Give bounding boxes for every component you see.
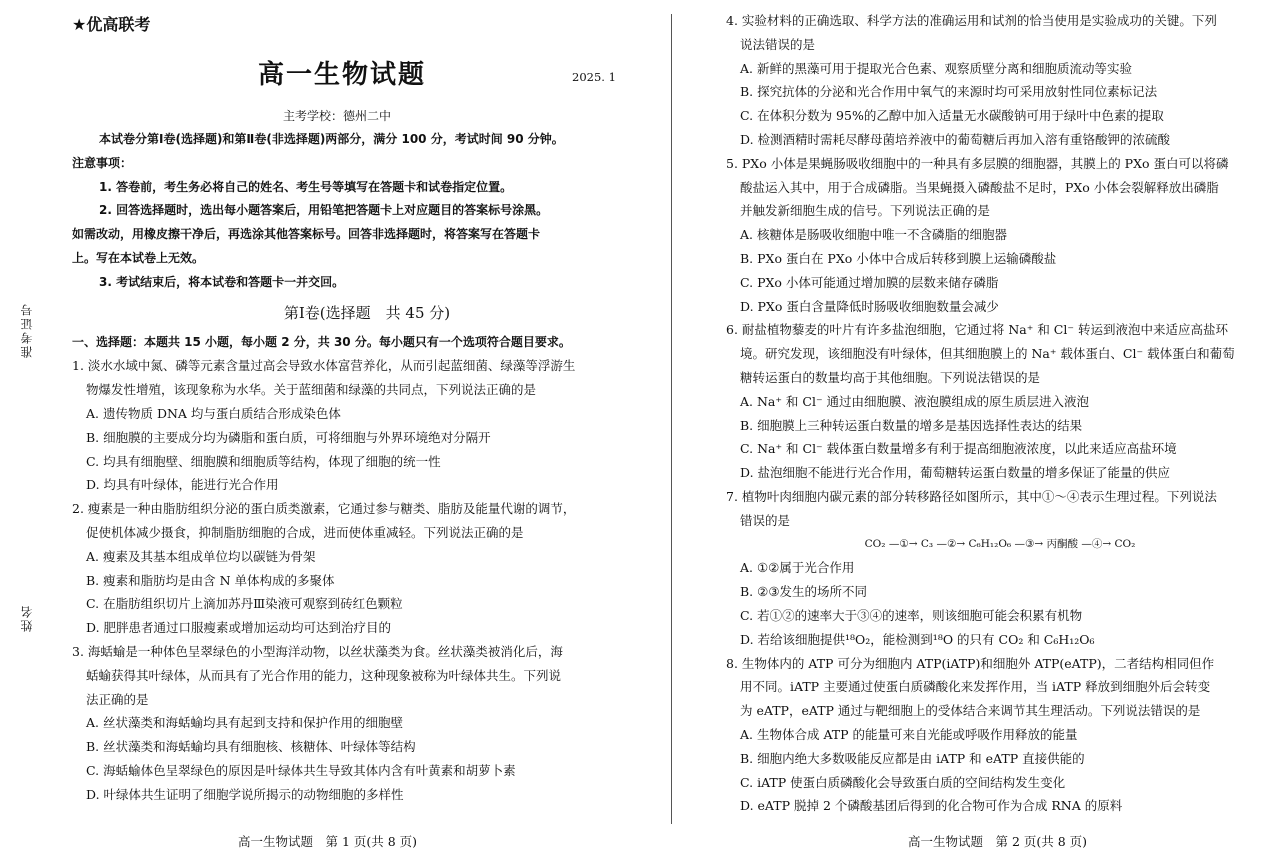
question-stem: 糖转运蛋白的数量均高于其他细胞。下列说法错误的是	[740, 369, 1041, 385]
option-d: D. 盐泡细胞不能进行光合作用，葡萄糖转运蛋白数量的增多保证了能量的供应	[740, 465, 1171, 481]
question-8	[726, 652, 1274, 819]
question-stem: 说法错误的是	[740, 36, 816, 52]
option-a: A. 遗传物质 DNA 均与蛋白质结合形成染色体	[86, 405, 341, 421]
option-b: B. 探究抗体的分泌和光合作用中氧气的来源时均可采用放射性同位素标记法	[740, 84, 1158, 100]
footer-page-2: 高一生物试题 第 2 页(共 8 页)	[908, 834, 1088, 849]
question-6	[726, 318, 1274, 485]
option-b: B. ②③发生的场所不同	[740, 584, 868, 600]
option-b: B. 细胞膜上三种转运蛋白数量的增多是基因选择性表达的结果	[740, 417, 1083, 433]
option-d: D. 叶绿体共生证明了细胞学说所揭示的动物细胞的多样性	[86, 786, 404, 802]
notice-line: 上。写在本试卷上无效。	[72, 250, 205, 265]
option-c: C. 在脂肪组织切片上滴加苏丹Ⅲ染液可观察到砖红色颗粒	[86, 596, 403, 612]
option-b: B. 瘦素和脂肪均是由含 N 单体构成的多聚体	[86, 572, 335, 588]
name-label: 姓名	[20, 604, 34, 632]
question-stem: 法正确的是	[86, 691, 149, 707]
option-d: D. eATP 脱掉 2 个磷酸基团后得到的化合物可作为合成 RNA 的原料	[740, 798, 1123, 814]
option-b: B. PXo 蛋白在 PXo 小体中合成后转移到膜上运输磷酸盐	[740, 250, 1057, 266]
page-title: 高一生物试题	[258, 60, 427, 90]
left-column	[72, 128, 662, 807]
question-stem: 7. 植物叶肉细胞内碳元素的部分转移路径如图所示，其中①～④表示生理过程。下列说法	[726, 488, 1217, 504]
notice-line: 1. 答卷前，考生务必将自己的姓名、考生号等填写在答题卡和试卷指定位置。	[99, 179, 513, 194]
carbon-pathway-diagram: CO₂ —①→ C₃ —②→ C₆H₁₂O₆ —③→ 丙酮酸 —④→ CO₂	[864, 537, 1136, 550]
option-d: D. 肥胖患者通过口服瘦素或增加运动均可达到治疗目的	[86, 620, 392, 636]
option-a: A. 生物体合成 ATP 的能量可来自光能或呼吸作用释放的能量	[740, 726, 1078, 742]
option-c: C. 若①②的速率大于③④的速率，则该细胞可能会积累有机物	[740, 607, 1083, 623]
option-a: A. 新鲜的黑藻可用于提取光合色素、观察质壁分离和细胞质流动等实验	[740, 60, 1132, 76]
question-stem: 8. 生物体内的 ATP 可分为细胞内 ATP(iATP)和细胞外 ATP(eATP)，二者结构相同但作	[726, 655, 1215, 671]
question-4	[726, 9, 1274, 152]
page-divider	[671, 14, 672, 824]
question-stem: 酸盐运入其中，用于合成磷脂。当果蝇摄入磷酸盐不足时，PXo 小体会裂解释放出磷脂	[740, 179, 1219, 195]
option-a: A. 瘦素及其基本组成单位均以碳链为骨架	[86, 548, 316, 564]
exam-intro: 本试卷分第Ⅰ卷(选择题)和第Ⅱ卷(非选择题)两部分，满分 100 分，考试时间 90 分钟。	[99, 132, 564, 146]
question-3	[72, 640, 662, 807]
option-a: A. Na⁺ 和 Cl⁻ 通过由细胞膜、液泡膜组成的原生质层进入液泡	[740, 393, 1090, 409]
section-title: 第Ⅰ卷(选择题 共 45 分)	[283, 303, 451, 322]
option-b: B. 丝状藻类和海蛞蝓均具有细胞核、核糖体、叶绿体等结构	[86, 739, 416, 755]
section-heading: 一、选择题：本题共 15 小题，每小题 2 分，共 30 分。每小题只有一个选项符合题目要求。	[72, 334, 571, 349]
option-c: C. Na⁺ 和 Cl⁻ 载体蛋白数量增多有利于提高细胞液浓度，以此来适应高盐环境	[740, 441, 1177, 457]
option-d: D. 若给该细胞提供¹⁸O₂，能检测到¹⁸O 的只有 CO₂ 和 C₆H₁₂O₆	[740, 631, 1095, 647]
question-stem: 1. 淡水水域中氮、磷等元素含量过高会导致水体富营养化，从而引起蓝细菌、绿藻等浮游生	[72, 358, 576, 374]
question-stem: 错误的是	[740, 512, 791, 528]
exam-date: 2025. 1	[572, 70, 616, 84]
question-1	[72, 354, 662, 497]
option-b: B. 细胞内绝大多数吸能反应都是由 iATP 和 eATP 直接供能的	[740, 750, 1085, 766]
question-stem: 4. 实验材料的正确选取、科学方法的准确运用和试剂的恰当使用是实验成功的关键。下列	[726, 13, 1217, 28]
option-c: C. 海蛞蝓体色呈翠绿色的原因是叶绿体共生导致其体内含有叶黄素和胡萝卜素	[86, 762, 516, 778]
question-stem: 蛞蝓获得其叶绿体，从而具有了光合作用的能力，这种现象被称为叶绿体共生。下列说	[86, 667, 562, 683]
option-d: D. PXo 蛋白含量降低时肠吸收细胞数量会减少	[740, 298, 999, 314]
option-c: C. 在体积分数为 95%的乙醇中加入适量无水碳酸钠可用于绿叶中色素的提取	[740, 108, 1164, 124]
question-stem: 5. PXo 小体是果蝇肠吸收细胞中的一种具有多层膜的细胞器，其膜上的 PXo 蛋白可以将磷	[726, 155, 1229, 171]
option-a: A. 核糖体是肠吸收细胞中唯一不含磷脂的细胞器	[740, 227, 1007, 243]
notice-line: 如需改动，用橡皮擦干净后，再选涂其他答案标号。回答非选择题时，将答案写在答题卡	[72, 227, 541, 242]
question-stem: 3. 海蛞蝓是一种体色呈翠绿色的小型海洋动物，以丝状藻类为食。丝状藻类被消化后，海	[72, 643, 563, 659]
footer-page-1: 高一生物试题 第 1 页(共 8 页)	[238, 834, 418, 849]
question-stem: 2. 瘦素是一种由脂肪组织分泌的蛋白质类激素，它通过参与糖类、脂肪及能量代谢的调节，	[72, 501, 576, 517]
notice-line: 3. 考试结束后，将本试卷和答题卡一并交回。	[99, 274, 345, 289]
question-stem: 用不同。iATP 主要通过使蛋白质磷酸化来发挥作用，当 iATP 释放到细胞外后会转变	[740, 679, 1211, 695]
brand-mark: ★优高联考	[72, 15, 151, 34]
question-stem: 并触发新细胞生成的信号。下列说法正确的是	[740, 203, 991, 219]
question-stem: 境。研究发现，该细胞没有叶绿体，但其细胞膜上的 Na⁺ 载体蛋白、Cl⁻ 载体蛋白和葡萄	[740, 346, 1235, 362]
option-a: A. ①②属于光合作用	[740, 560, 855, 576]
notice-line: 2. 回答选择题时，选出每小题答案后，用铅笔把答题卡上对应题目的答案标号涂黑。	[99, 203, 549, 218]
host-school: 主考学校：德州二中	[283, 109, 392, 123]
notice-title: 注意事项：	[72, 155, 133, 170]
question-2	[72, 497, 662, 640]
exam-number-label: 准考证号	[20, 302, 34, 358]
right-column	[726, 9, 1274, 818]
question-stem: 6. 耐盐植物藜麦的叶片有许多盐泡细胞，它通过将 Na⁺ 和 Cl⁻ 转运到液泡中来适应高盐环	[726, 322, 1228, 338]
option-a: A. 丝状藻类和海蛞蝓均具有起到支持和保护作用的细胞壁	[86, 715, 403, 731]
option-b: B. 细胞膜的主要成分均为磷脂和蛋白质，可将细胞与外界环境绝对分隔开	[86, 429, 491, 445]
option-c: C. iATP 使蛋白质磷酸化会导致蛋白质的空间结构发生变化	[740, 774, 1066, 790]
question-7	[726, 485, 1274, 652]
option-c: C. PXo 小体可能通过增加膜的层数来储存磷脂	[740, 274, 999, 290]
question-5	[726, 152, 1274, 319]
question-stem: 促使机体减少摄食，抑制脂肪细胞的合成，进而使体重减轻。下列说法正确的是	[86, 524, 524, 540]
question-stem: 物爆发性增殖，该现象称为水华。关于蓝细菌和绿藻的共同点，下列说法正确的是	[86, 382, 537, 398]
option-d: D. 检测酒精时需耗尽酵母菌培养液中的葡萄糖后再加入溶有重铬酸钾的浓硫酸	[740, 131, 1171, 147]
option-c: C. 均具有细胞壁、细胞膜和细胞质等结构，体现了细胞的统一性	[86, 453, 441, 469]
question-stem: 为 eATP，eATP 通过与靶细胞上的受体结合来调节其生理活动。下列说法错误的是	[740, 703, 1201, 719]
option-d: D. 均具有叶绿体，能进行光合作用	[86, 477, 279, 493]
